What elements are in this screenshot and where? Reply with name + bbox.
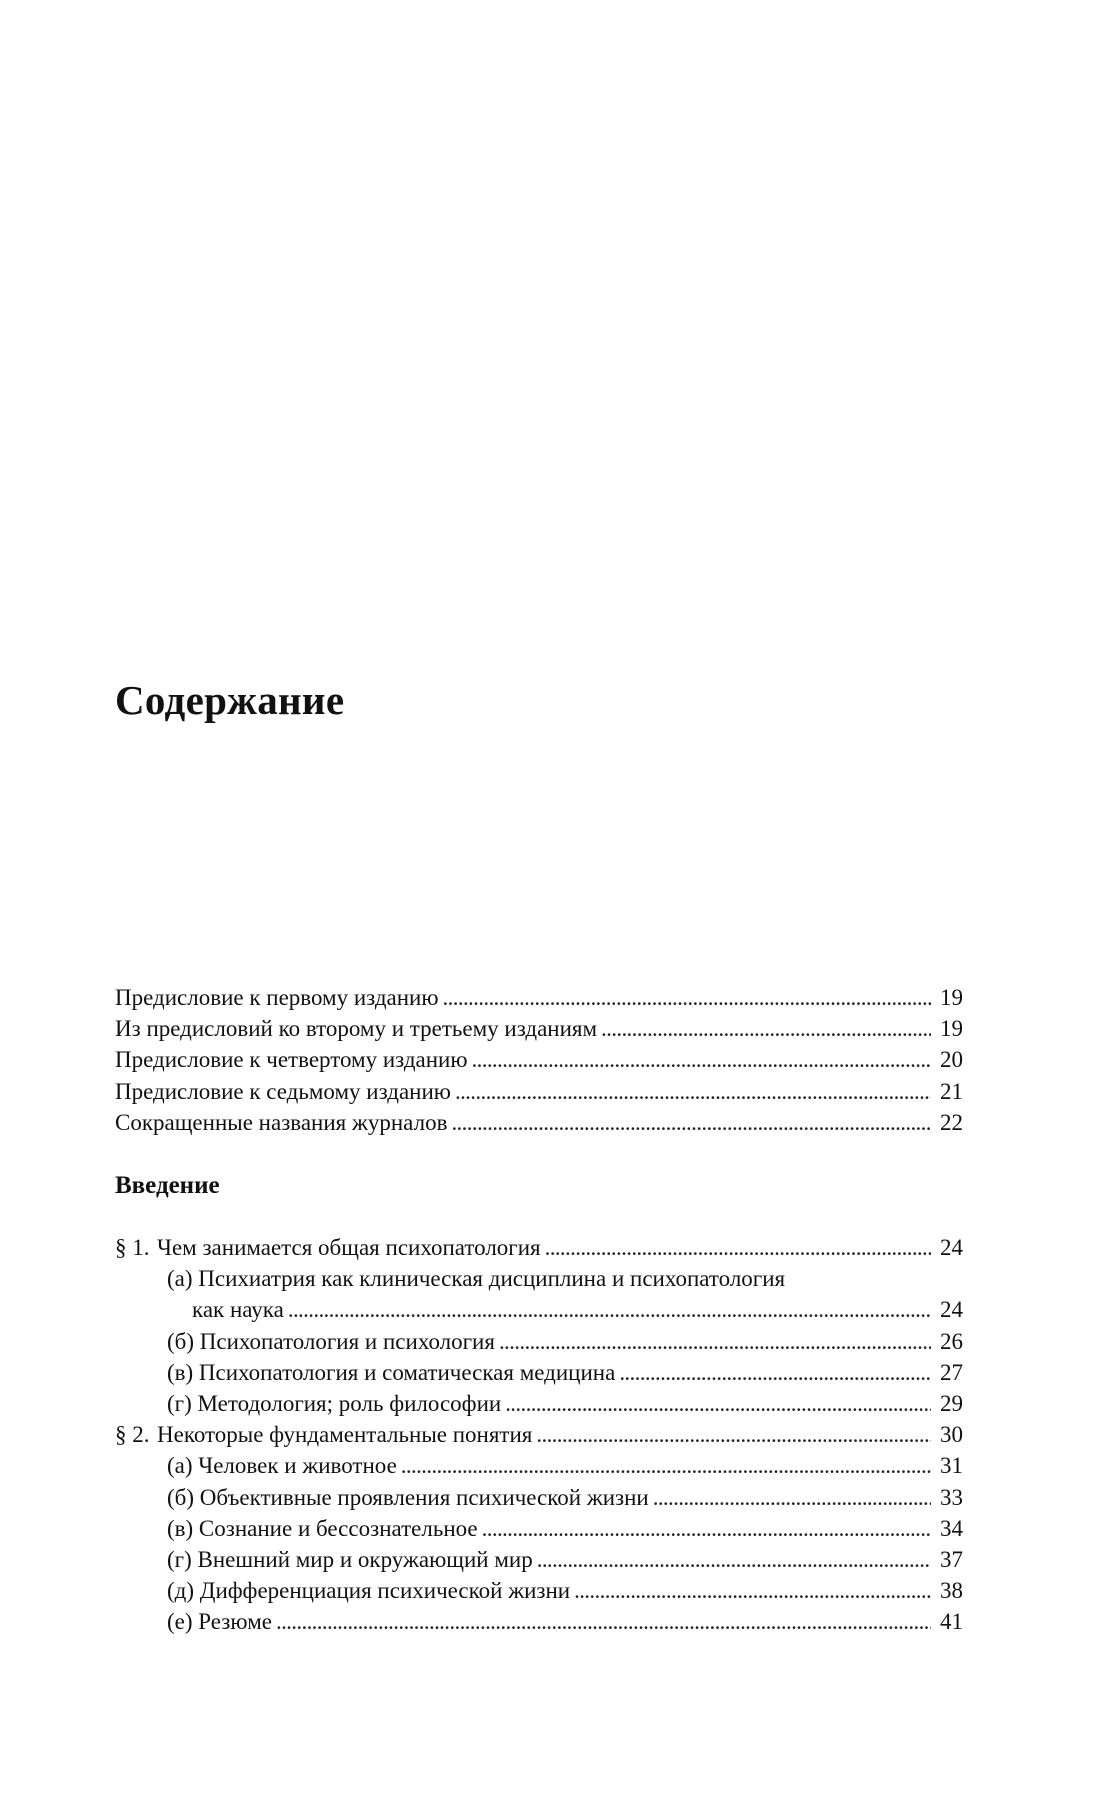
leader-dots bbox=[499, 1326, 931, 1357]
toc-entry-title: Предисловие к первому изданию bbox=[115, 985, 439, 1010]
toc-entry[interactable] bbox=[115, 1013, 963, 1044]
leader-dots bbox=[505, 1388, 931, 1419]
toc-page-number: 24 bbox=[940, 1297, 963, 1323]
toc-entry[interactable] bbox=[115, 1076, 963, 1107]
toc-subsection-entry[interactable] bbox=[115, 1388, 963, 1419]
leader-dots bbox=[574, 1575, 931, 1606]
toc-section-entry[interactable] bbox=[115, 1419, 963, 1450]
toc-page-number: 30 bbox=[940, 1422, 963, 1448]
toc-entry-title-continuation: как наука bbox=[192, 1297, 284, 1323]
leader-dots bbox=[288, 1294, 931, 1325]
toc-subsection-entry[interactable] bbox=[115, 1513, 963, 1544]
toc-section-entry[interactable] bbox=[115, 1232, 963, 1263]
leader-dots bbox=[443, 982, 931, 1013]
toc-entry-title: (г) Методология; роль философии bbox=[167, 1391, 502, 1417]
leader-dots bbox=[482, 1513, 931, 1544]
leader-dots bbox=[401, 1450, 931, 1481]
toc-subsection-entry[interactable] bbox=[115, 1263, 963, 1294]
toc-page-number: 20 bbox=[940, 1047, 963, 1073]
toc-entry-title: (е) Резюме bbox=[167, 1609, 272, 1635]
toc-entry-title: (б) Психопатология и психология bbox=[167, 1328, 495, 1354]
toc-page-number: 26 bbox=[940, 1328, 963, 1354]
introduction-contents bbox=[115, 1232, 963, 1638]
toc-page-number: 27 bbox=[940, 1359, 963, 1385]
leader-dots bbox=[472, 1044, 931, 1075]
leader-dots bbox=[601, 1013, 931, 1044]
section-heading-introduction: Введение bbox=[115, 1172, 220, 1199]
toc-subsection-entry[interactable] bbox=[115, 1450, 963, 1481]
toc-entry[interactable] bbox=[115, 1044, 963, 1075]
toc-page-number: 19 bbox=[940, 1016, 963, 1042]
toc-page-number: 22 bbox=[940, 1109, 963, 1135]
leader-dots bbox=[536, 1419, 931, 1450]
toc-entry-title: Из предисловий ко второму и третьему изданиям bbox=[115, 1016, 598, 1042]
toc-entry-title: Сокращенные названия журналов bbox=[115, 1109, 448, 1135]
toc-entry-title: Предисловие к четвертому изданию bbox=[115, 1047, 468, 1073]
leader-dots bbox=[619, 1357, 931, 1388]
toc-page-number: 38 bbox=[940, 1578, 963, 1604]
toc-subsection-entry[interactable] bbox=[115, 1606, 963, 1637]
leader-dots bbox=[276, 1606, 931, 1637]
toc-entry-title: (а) Человек и животное bbox=[167, 1453, 397, 1479]
toc-entry-title: (г) Внешний мир и окружающий мир bbox=[167, 1547, 533, 1573]
page-title: Содержание bbox=[115, 677, 345, 723]
toc-page-number: 19 bbox=[940, 985, 963, 1010]
toc-entry-title: Предисловие к седьмому изданию bbox=[115, 1078, 451, 1104]
section-number: § 2. bbox=[115, 1422, 150, 1448]
toc-entry[interactable] bbox=[115, 1107, 963, 1138]
toc-page-number: 29 bbox=[940, 1391, 963, 1417]
leader-dots bbox=[653, 1482, 931, 1513]
toc-page-number: 31 bbox=[940, 1453, 963, 1479]
toc-entry-title: (д) Дифференциация психической жизни bbox=[167, 1578, 571, 1604]
toc-entry-title: (б) Объективные проявления психической жизни bbox=[167, 1484, 649, 1510]
toc-page-number: 24 bbox=[940, 1235, 963, 1260]
leader-dots bbox=[451, 1107, 931, 1138]
toc-subsection-continuation[interactable] bbox=[115, 1294, 963, 1325]
leader-dots bbox=[455, 1076, 931, 1107]
toc-entry-title: (в) Психопатология и соматическая медицина bbox=[167, 1359, 616, 1385]
toc-page-number: 33 bbox=[940, 1484, 963, 1510]
toc-subsection-entry[interactable] bbox=[115, 1544, 963, 1575]
section-number: § 1. bbox=[115, 1235, 150, 1260]
toc-entry-title: Чем занимается общая психопатология bbox=[157, 1235, 541, 1260]
toc-entry-title: (в) Сознание и бессознательное bbox=[167, 1515, 478, 1541]
leader-dots bbox=[545, 1232, 931, 1263]
toc-page-number: 41 bbox=[940, 1609, 963, 1635]
front-matter-list bbox=[115, 982, 963, 1138]
toc-subsection-entry[interactable] bbox=[115, 1357, 963, 1388]
toc-subsection-entry[interactable] bbox=[115, 1482, 963, 1513]
toc-page-number: 34 bbox=[940, 1515, 963, 1541]
toc-page-number: 37 bbox=[940, 1547, 963, 1573]
leader-dots bbox=[537, 1544, 931, 1575]
toc-entry-title: Некоторые фундаментальные понятия bbox=[157, 1422, 533, 1448]
toc-subsection-entry[interactable] bbox=[115, 1326, 963, 1357]
toc-entry[interactable] bbox=[115, 982, 963, 1013]
toc-page-number: 21 bbox=[940, 1078, 963, 1104]
toc-entry-title: (а) Психиатрия как клиническая дисциплина и психопатология bbox=[167, 1266, 786, 1292]
toc-subsection-entry[interactable] bbox=[115, 1575, 963, 1606]
